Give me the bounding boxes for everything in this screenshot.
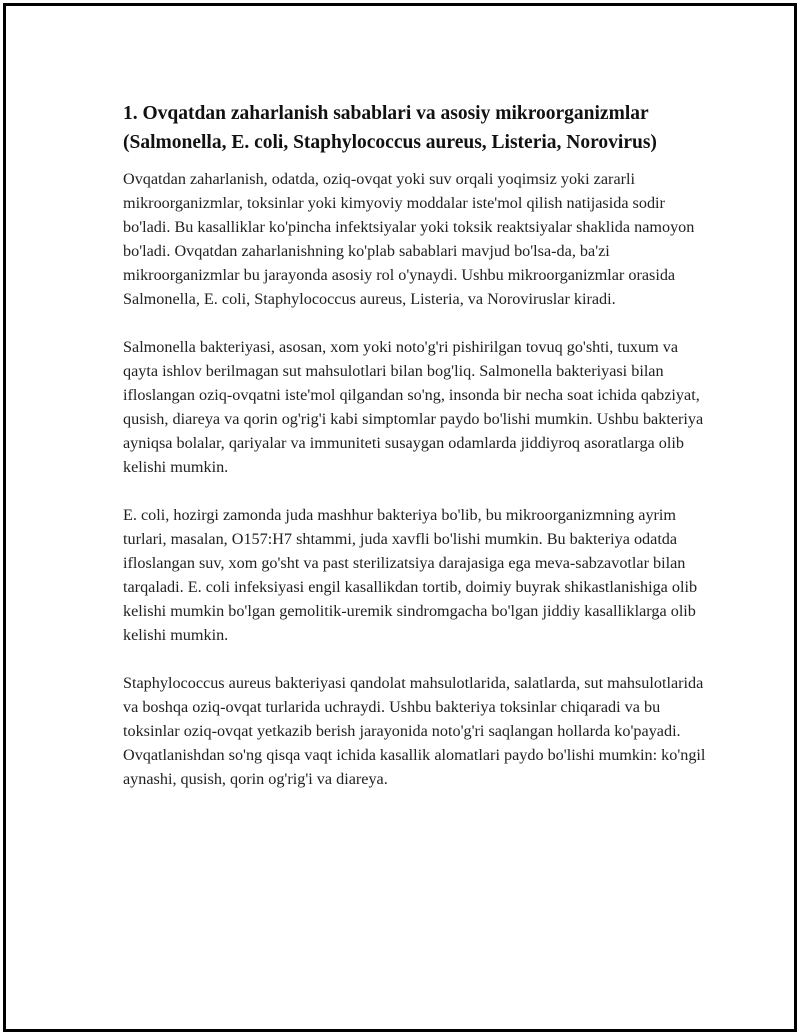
paragraph-ecoli: E. coli, hozirgi zamonda juda mashhur bakteriya bo'lib, bu mikroorganizmning ayrim turlari, masalan, O157:H7 shtammi, juda xavfli bo'lishi mumkin. Bu bakteriya odatda ifloslangan suv, xom go'sht va past sterilizatsiya darajasiga ega meva-sabzavotlar bilan tarqaladi. E. coli infeksiyasi engil kasallikdan tortib, doimiy buyrak shikastlanishiga olib kelishi mumkin bo'lgan gemolitik-uremik sindromgacha bo'lgan jiddiy kasalliklarga olib kelishi mumkin. xyxy=(123,506,698,644)
page-frame xyxy=(3,3,797,1032)
document-body xyxy=(123,99,713,815)
paragraph-salmonella: Salmonella bakteriyasi, asosan, xom yoki noto'g'ri pishirilgan tovuq go'shti, tuxum va qayta ishlov berilmagan sut mahsulotlari bilan bog'liq. Salmonella bakteriyasi bilan ifloslangan oziq-ovqatni iste'mol qilgandan so'ng, insonda bir necha soat ichida qabziyat, qusish, diareya va qorin og'rig'i kabi simptomlar paydo bo'lishi mumkin. Ushbu bakteriya ayniqsa bolalar, qariyalar va immuniteti susaygan odamlarda jiddiyroq asoratlarga olib kelishi mumkin. xyxy=(123,338,704,476)
paragraph-staphylococcus: Staphylococcus aureus bakteriyasi qandolat mahsulotlarida, salatlarda, sut mahsulotlarida va boshqa oziq-ovqat turlarida uchraydi. Ushbu bakteriya toksinlar chiqaradi va bu toksinlar oziq-ovqat yetkazib berish jarayonida noto'g'ri saqlangan hollarda ko'payadi. Ovqatlanishdan so'ng qisqa vaqt ichida kasallik alomatlari paydo bo'lishi mumkin: ko'ngil aynashi, qusish, qorin og'rig'i va diareya. xyxy=(123,674,706,788)
section-heading: 1. Ovqatdan zaharlanish sabablari va asosiy mikroorganizmlar (Salmonella, E. coli, Staphylococcus aureus, Listeria, Norovirus) xyxy=(123,103,657,153)
paragraph-intro: Ovqatdan zaharlanish, odatda, oziq-ovqat yoki suv orqali yoqimsiz yoki zararli mikroorganizmlar, toksinlar yoki kimyoviy moddalar iste'mol qilish natijasida sodir bo'ladi. Bu kasalliklar ko'pincha infektsiyalar yoki toksik reaktsiyalar shaklida namoyon bo'ladi. Ovqatdan zaharlanishning ko'plab sabablari mavjud bo'lsa-da, ba'zi mikroorganizmlar bu jarayonda asosiy rol o'ynaydi. Ushbu mikroorganizmlar orasida Salmonella, E. coli, Staphylococcus aureus, Listeria, va Noroviruslar kiradi. xyxy=(123,170,695,308)
